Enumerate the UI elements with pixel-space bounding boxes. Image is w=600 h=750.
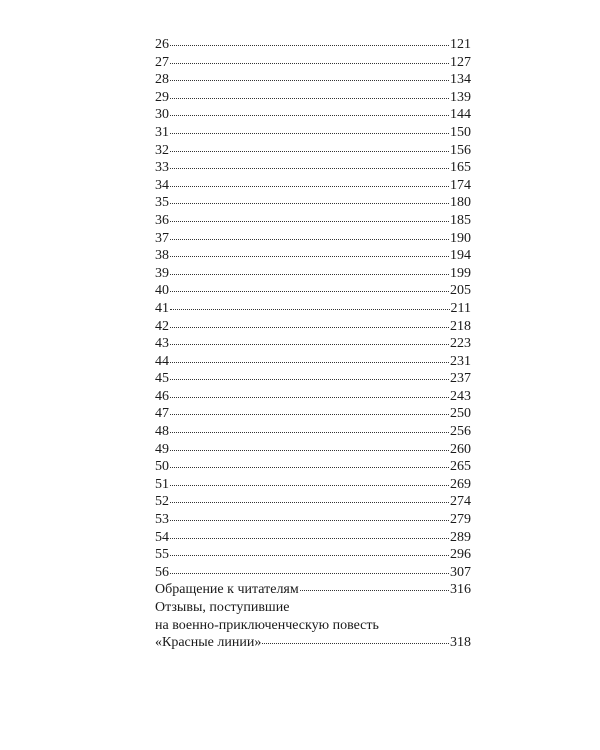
toc-entry bbox=[155, 36, 471, 54]
dot-leader bbox=[170, 62, 449, 64]
toc-entry-page: 296 bbox=[450, 547, 471, 563]
toc-entry-page: 260 bbox=[450, 441, 471, 457]
toc-entry-page: 237 bbox=[450, 371, 471, 387]
toc-entry bbox=[155, 247, 471, 265]
dot-leader bbox=[170, 413, 449, 415]
toc-entry bbox=[155, 212, 471, 230]
toc-entry-page: 218 bbox=[450, 318, 471, 334]
dot-leader bbox=[170, 343, 449, 345]
dot-leader bbox=[170, 167, 449, 169]
dot-leader bbox=[170, 290, 449, 292]
toc-entry-label: 47 bbox=[155, 406, 169, 422]
toc-entry-page: 307 bbox=[450, 564, 471, 580]
toc-entry-label: 26 bbox=[155, 37, 169, 52]
toc-entry-reviews-last-line bbox=[155, 634, 471, 652]
dot-leader bbox=[170, 114, 449, 116]
toc-entry-label: 28 bbox=[155, 72, 169, 88]
toc-entry-label: 29 bbox=[155, 89, 169, 105]
toc-entry bbox=[155, 335, 471, 353]
toc-entry bbox=[155, 370, 471, 388]
toc-entry-label: 52 bbox=[155, 494, 169, 510]
toc-entry bbox=[155, 529, 471, 547]
toc-entry-page: 211 bbox=[450, 300, 471, 316]
toc-entry-page: 194 bbox=[450, 248, 471, 264]
toc-entry bbox=[155, 546, 471, 564]
toc-entry-page: 121 bbox=[450, 37, 471, 52]
toc-entry bbox=[155, 476, 471, 494]
toc-entry-label: 33 bbox=[155, 160, 169, 176]
toc-entry-page: 180 bbox=[450, 195, 471, 211]
toc-entry-page: 185 bbox=[450, 212, 471, 228]
dot-leader bbox=[170, 97, 449, 99]
toc-entry bbox=[155, 353, 471, 371]
toc-entry-page: 243 bbox=[450, 388, 471, 404]
toc-entry-page: 205 bbox=[450, 283, 471, 299]
dot-leader bbox=[170, 396, 449, 398]
dot-leader bbox=[170, 185, 449, 187]
dot-leader bbox=[170, 220, 449, 222]
toc-entry-page: 231 bbox=[450, 353, 471, 369]
toc-entry bbox=[155, 300, 471, 318]
dot-leader bbox=[170, 554, 449, 556]
toc-entry-label: 41 bbox=[155, 300, 169, 316]
toc-entry bbox=[155, 142, 471, 160]
toc-entry-label: 46 bbox=[155, 388, 169, 404]
toc-entry-label: 32 bbox=[155, 142, 169, 158]
dot-leader bbox=[262, 642, 449, 644]
table-of-contents bbox=[155, 36, 471, 652]
toc-entry-label: 31 bbox=[155, 124, 169, 140]
dot-leader bbox=[170, 150, 449, 152]
toc-entry-label: 35 bbox=[155, 195, 169, 211]
toc-entry-label: 54 bbox=[155, 529, 169, 545]
dot-leader bbox=[170, 431, 449, 433]
toc-entry-page: 256 bbox=[450, 424, 471, 440]
toc-entry-reviews-line1: Отзывы, поступившие bbox=[155, 600, 290, 615]
toc-entry-page: 223 bbox=[450, 336, 471, 352]
toc-entry-page: 269 bbox=[450, 476, 471, 492]
dot-leader bbox=[170, 273, 449, 275]
toc-entry-label: Обращение к читателям bbox=[155, 582, 299, 598]
toc-entry bbox=[155, 511, 471, 529]
toc-entry-label: 42 bbox=[155, 318, 169, 334]
toc-entry-label: 45 bbox=[155, 371, 169, 387]
toc-entry bbox=[155, 441, 471, 459]
toc-entry-label: 51 bbox=[155, 476, 169, 492]
toc-entry bbox=[155, 71, 471, 89]
dot-leader bbox=[170, 361, 449, 363]
toc-entry-reviews-line3: «Красные линии» bbox=[155, 635, 262, 651]
toc-entry-label: 55 bbox=[155, 547, 169, 563]
toc-entry-label: 37 bbox=[155, 230, 169, 246]
toc-entry bbox=[155, 106, 471, 124]
toc-entry-page: 289 bbox=[450, 529, 471, 545]
toc-entry-label: 40 bbox=[155, 283, 169, 299]
toc-entry bbox=[155, 564, 471, 582]
toc-entry-label: 34 bbox=[155, 177, 169, 193]
toc-entry-page: 165 bbox=[450, 160, 471, 176]
toc-entry-page: 250 bbox=[450, 406, 471, 422]
dot-leader bbox=[170, 466, 449, 468]
toc-entry-label: 27 bbox=[155, 54, 169, 70]
toc-entry bbox=[155, 54, 471, 72]
dot-leader bbox=[170, 537, 449, 539]
toc-entry bbox=[155, 318, 471, 336]
dot-leader bbox=[170, 308, 450, 310]
toc-entry bbox=[155, 388, 471, 406]
toc-entry-label: 39 bbox=[155, 265, 169, 281]
toc-entry bbox=[155, 581, 471, 599]
dot-leader bbox=[170, 378, 449, 380]
dot-leader bbox=[170, 238, 449, 240]
toc-entry bbox=[155, 159, 471, 177]
toc-entry bbox=[155, 265, 471, 283]
dot-leader bbox=[170, 501, 449, 503]
dot-leader bbox=[170, 132, 449, 134]
toc-entry bbox=[155, 423, 471, 441]
toc-entry bbox=[155, 177, 471, 195]
dot-leader bbox=[170, 572, 449, 574]
toc-entry-page: 174 bbox=[450, 177, 471, 193]
toc-list bbox=[155, 36, 471, 599]
toc-entry-page: 134 bbox=[450, 72, 471, 88]
dot-leader bbox=[170, 202, 449, 204]
toc-entry-label: 38 bbox=[155, 248, 169, 264]
toc-entry bbox=[155, 230, 471, 248]
toc-entry bbox=[155, 405, 471, 423]
toc-entry-label: 50 bbox=[155, 459, 169, 475]
toc-entry-reviews-line2: на военно-приключенческую повесть bbox=[155, 617, 379, 633]
dot-leader bbox=[170, 255, 449, 257]
toc-entry-page: 139 bbox=[450, 89, 471, 105]
toc-entry bbox=[155, 194, 471, 212]
toc-entry-label: 56 bbox=[155, 564, 169, 580]
toc-entry-page: 316 bbox=[450, 582, 471, 598]
toc-entry-page: 127 bbox=[450, 54, 471, 70]
toc-entry-page: 190 bbox=[450, 230, 471, 246]
toc-entry bbox=[155, 458, 471, 476]
dot-leader bbox=[170, 519, 449, 521]
dot-leader bbox=[170, 326, 449, 328]
toc-entry-page: 144 bbox=[450, 107, 471, 123]
dot-leader bbox=[300, 589, 449, 591]
toc-entry-label: 36 bbox=[155, 212, 169, 228]
toc-entry-page: 199 bbox=[450, 265, 471, 281]
toc-entry-page: 265 bbox=[450, 459, 471, 475]
dot-leader bbox=[170, 449, 449, 451]
toc-entry-label: 53 bbox=[155, 512, 169, 528]
toc-entry-reviews bbox=[155, 599, 471, 652]
toc-entry-reviews-page: 318 bbox=[450, 635, 471, 651]
toc-entry bbox=[155, 124, 471, 142]
toc-entry-page: 279 bbox=[450, 512, 471, 528]
toc-entry-label: 30 bbox=[155, 107, 169, 123]
toc-entry bbox=[155, 89, 471, 107]
toc-entry-page: 156 bbox=[450, 142, 471, 158]
toc-entry-label: 49 bbox=[155, 441, 169, 457]
toc-entry bbox=[155, 493, 471, 511]
dot-leader bbox=[170, 79, 449, 81]
dot-leader bbox=[170, 484, 449, 486]
toc-entry-page: 150 bbox=[450, 124, 471, 140]
toc-entry bbox=[155, 282, 471, 300]
toc-entry-label: 48 bbox=[155, 424, 169, 440]
toc-entry-page: 274 bbox=[450, 494, 471, 510]
dot-leader bbox=[170, 44, 449, 46]
toc-entry-label: 43 bbox=[155, 336, 169, 352]
toc-entry-label: 44 bbox=[155, 353, 169, 369]
